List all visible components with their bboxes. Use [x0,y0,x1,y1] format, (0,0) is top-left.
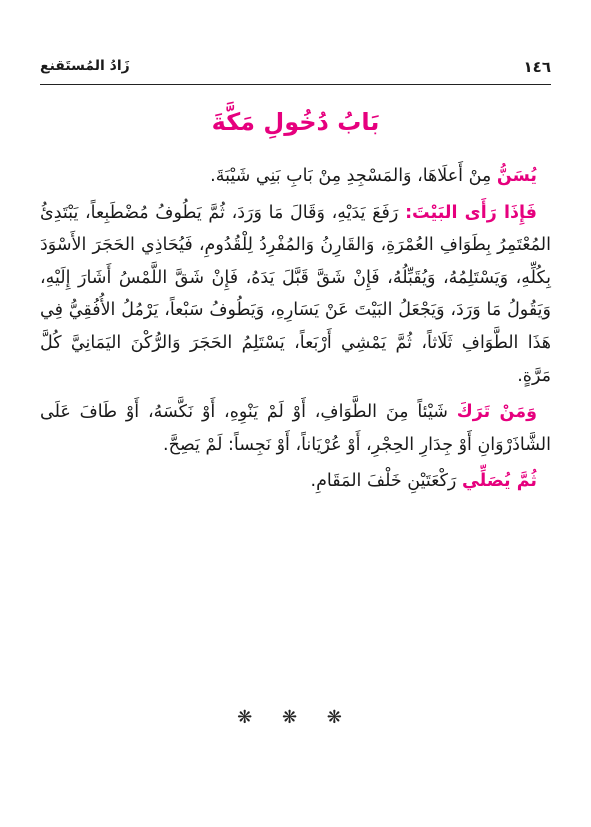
paragraph-text: شَيْئاً مِنَ الطَّوَافِ، أَوْ لَمْ يَنْوِهِ، أَوْ نَكَّسَهُ، أَوْ طَافَ عَلَى الشَّاذَرْوَانِ أَوْ جِدَارِ الحِجْرِ، أَوْ عُرْيَاناً، أَوْ نَجِساً: لَمْ يَصِحَّ. [40,402,551,455]
section-end-ornament: ❋ ❋ ❋ [237,707,354,728]
paragraph-lead: يُسَنُّ [496,166,537,186]
paragraph-4 [40,465,551,498]
paragraph-1 [40,160,551,193]
paragraph-lead: ثُمَّ يُصَلِّي [461,471,537,492]
paragraph-2 [40,197,551,393]
chapter-title: بَابُ دُخُولِ مَكَّةَ [211,108,380,136]
paragraph-lead: فَإِذَا رَأَى البَيْتَ: [405,202,538,223]
paragraph-text: مِنْ أَعلَاهَا، وَالمَسْجِدِ مِنْ بَابِ بَنِي شَيْبَةَ. [210,166,497,186]
paragraph-text: رَكْعَتَيْنِ خَلْفَ المَقَامِ. [310,471,462,492]
running-title: زَادُ المُستَقنع [40,58,130,74]
page-header [40,56,551,82]
page-number: ١٤٦ [523,58,551,76]
header-rule [40,84,551,85]
paragraph-text: رَفَعَ يَدَيْهِ، وَقَالَ مَا وَرَدَ، ثُمَّ يَطُوفُ مُضْطَبِعاً، يَبْتَدِئُ المُعْتَمِرُ بِطَوَافِ العُمْرَةِ، وَالقَارِنُ وَالمُفْرِدُ لِلْقُدُومِ، فَيُحَاذِي الحَجَرَ الأَسْوَدَ بِكُلِّهِ، وَيَسْتَلِمُهُ، وَيُقَبِّلُهُ، فَإِنْ شَقَّ قَبَّلَ يَدَهُ، فَإِنْ شَقَّ اللَّمْسُ أَشَارَ إِلَيْهِ، وَيَقُولُ مَا وَرَدَ، وَيَجْعَلُ البَيْتَ عَنْ يَسَارِهِ، وَيَطُوفُ سَبْعاً، يَرْمُلُ الأُفُقِيُّ فِي هَذَا الطَّوَافِ ثَلَاثاً، ثُمَّ يَمْشِي أَرْبَعاً، يَسْتَلِمُ الحَجَرَ وَالرُّكْنَ اليَمَانِيَّ كُلَّ مَرَّةٍ. [40,202,551,386]
paragraph-3 [40,396,551,461]
paragraph-lead: وَمَنْ تَرَكَ [456,402,537,423]
body-text [40,160,551,502]
